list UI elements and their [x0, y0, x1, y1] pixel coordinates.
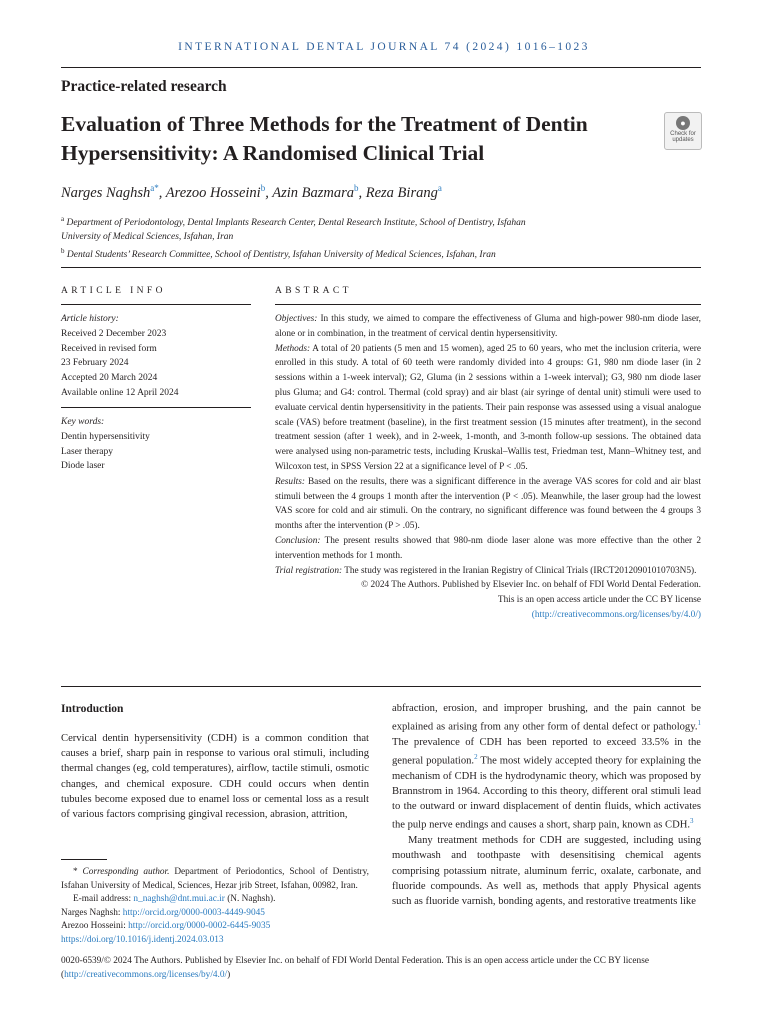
author-sep: ,: [158, 184, 166, 201]
trial-label: Trial registration:: [275, 565, 343, 576]
footnote-rule: [61, 859, 107, 860]
affiliation-text: Dental Students’ Research Committee, School of Dentistry, Isfahan University of Medical Sciences, Isfahan, Iran: [66, 250, 496, 261]
affiliation-a: [61, 212, 621, 262]
email-link[interactable]: n_naghsh@dnt.mui.ac.ir: [133, 894, 225, 905]
author-name[interactable]: Azin Bazmara: [272, 184, 354, 201]
affiliation-mark: b: [61, 247, 65, 256]
footer-close: ): [227, 969, 231, 980]
author-mark[interactable]: a*: [150, 183, 159, 193]
copyright-footer: [61, 955, 701, 982]
article-title: Evaluation of Three Methods for the Treatment of Dentin Hypersensitivity: A Randomised Clinical Trial: [61, 112, 588, 165]
keywords-label: Key words:: [61, 417, 105, 427]
header-rule: [61, 67, 701, 68]
intro-paragraph: Many treatment methods for CDH are suggested, including using mouthwash and toothpaste with desensitising chemical agents comprising potassium nitrate, aluminum ferric, oxalate, carbonate, and fluoride compounds. As well as, methods that apply Physical agents such as fluoride varnish, bonding agents, and restorative treatments like: [392, 835, 701, 908]
conclusion-label: Conclusion:: [275, 535, 321, 546]
check-for-updates-badge[interactable]: [664, 112, 702, 150]
author-name[interactable]: Narges Naghsh: [61, 184, 151, 201]
article-info-rule: [61, 304, 251, 305]
conclusion-text: The present results showed that 980-nm diode laser alone was more effective than the other 2 intervention methods for 1 month.: [275, 535, 702, 561]
citation-ref[interactable]: 2: [474, 753, 478, 762]
orcid-link[interactable]: http://orcid.org/0000-0002-6445-9035: [128, 921, 271, 932]
check-for-updates-icon: ●: [676, 116, 690, 130]
revised-label: Received in revised form: [61, 343, 157, 354]
objectives-text: In this study, we aimed to compare the effectiveness of Gluma and high-power 980-nm diode laser, alone or in combination, in the treatment of cervical dentin hypersensitivity.: [275, 314, 701, 339]
body-rule: [61, 686, 701, 687]
corresponding-text: Department of Periodontics, School of Dentistry, Isfahan University of Medical, Sciences, Hezar jrib Street, Isfahan, 00982, Iran.: [61, 867, 369, 891]
intro-paragraph: Cervical dentin hypersensitivity (CDH) is a common condition that causes a brief, sharp pain in response to various oral stimuli, including thermal changes (eg, cold temperatures), airflow, tactile stimuli, osmotic changes, and chemical exposure. CDH could occurs when dentin tubules become exposed due to enamel loss or cemental loss as a result of various factors comprising gingival recession, abrasion, attrition,: [61, 733, 369, 821]
abstract-heading: ABSTRACT: [275, 286, 352, 296]
trial-text: The study was registered in the Iranian Registry of Clinical Trials (IRCT20120901010703N5).: [344, 565, 697, 576]
license-link[interactable]: (http://creativecommons.org/licenses/by/4.0/): [531, 609, 701, 620]
keyword[interactable]: Dentin hypersensitivity: [61, 431, 150, 442]
abstract-body: [275, 312, 701, 623]
intro-text: The prevalence of CDH has been reported to exceed 33.5% in the general population.: [392, 736, 701, 767]
methods-label: Methods:: [275, 343, 311, 354]
author-name[interactable]: Reza Birang: [365, 184, 438, 201]
keywords: [61, 415, 251, 474]
article-info-heading: ARTICLE INFO: [61, 286, 166, 296]
results-text: Based on the results, there was a significant difference in the average VAS scores for cold and air blast stimuli between the 4 groups 1 month after the intervention (P < .05). Meanwhile, the laser group had the lowest VAS score for cold and air stimuli. On the contrary, no significant difference was found between the 4 groups 3 months after the intervention (P > .05).: [275, 476, 701, 532]
author-list: [61, 183, 442, 202]
intro-text: The most widely accepted theory for explaining the mechanism of CDH is the hydrodynamic theory, which was proposed by Brannstrom in 1964. According to this theory, different oral stimuli lead to the outward or inward displacement of dentin fluids, which activates the pulp nerve endings and causes a short, sharp pain, known as CDH.: [392, 755, 702, 832]
online-date: Available online 12 April 2024: [61, 387, 179, 398]
author-name[interactable]: Arezoo Hosseini: [165, 184, 261, 201]
revised-date: 23 February 2024: [61, 358, 129, 369]
section-label: Practice-related research: [61, 78, 227, 95]
info-divider: [61, 407, 251, 408]
email-owner: (N. Naghsh).: [224, 894, 276, 905]
received-date: Received 2 December 2023: [61, 328, 167, 339]
introduction-heading: Introduction: [61, 703, 124, 715]
corresponding-label: Corresponding author.: [82, 867, 170, 877]
footnote: [61, 866, 369, 948]
intro-left-column: [61, 731, 369, 822]
email-label: E-mail address:: [73, 894, 134, 905]
journal-header: INTERNATIONAL DENTAL JOURNAL 74 (2024) 1016–1023: [178, 41, 590, 53]
keyword[interactable]: Diode laser: [61, 461, 105, 472]
history-label: Article history:: [61, 314, 119, 324]
orcid-label: Arezoo Hosseini:: [61, 921, 129, 932]
citation-ref[interactable]: 1: [697, 719, 701, 728]
badge-line-2: updates: [672, 137, 694, 143]
footer-text: 0020-6539/© 2024 The Authors. Published by Elsevier Inc. on behalf of FDI World Dental Federation. This is an open access article under the CC BY license (: [61, 956, 649, 980]
footer-license-link[interactable]: http://creativecommons.org/licenses/by/4.0/: [64, 969, 228, 980]
author-sep: ,: [265, 184, 273, 201]
orcid-link[interactable]: http://orcid.org/0000-0003-4449-9045: [122, 907, 265, 918]
author-mark[interactable]: b: [354, 183, 359, 193]
author-mark[interactable]: b: [260, 183, 266, 193]
footnote-star: *: [73, 867, 78, 877]
objectives-label: Objectives:: [275, 314, 318, 324]
affiliation-text: University of Medical Sciences, Isfahan, Iran: [61, 232, 234, 243]
copyright-line: © 2024 The Authors. Published by Elsevier Inc. on behalf of FDI World Dental Federation.: [361, 580, 701, 591]
author-sep: ,: [358, 184, 366, 201]
badge-line-1: Check for: [670, 131, 696, 137]
author-mark[interactable]: a: [437, 183, 442, 193]
intro-text: abfraction, erosion, and improper brushing, and the pain cannot be explained as arising from any other form of dental defect or pathology.: [392, 703, 701, 733]
doi-link[interactable]: https://doi.org/10.1016/j.identj.2024.03.013: [61, 934, 224, 945]
methods-text: A total of 20 patients (5 men and 15 women), aged 25 to 60 years, who met the inclusion criteria, were enrolled in this study. A total of 60 teeth were randomly divided into 4 groups: G1, 980 nm diode laser (in 2 sessions within a 1-week interval); G2, Gluma (in 2 sessions within a 1-week interval); G3, 980 nm diode laser plus Gluma; and G4: control. Thermal (cold spray) and air blast (air syringe of dental unit) stimuli were used to evaluate cervical dentin hypersensitivity in the patients. Their pain response was assessed using a visual analogue scale (VAS) before treatment (baseline), in the first treatment session (15 minutes after treatment), in the second treatment session (after 1 week), and in 2-week, 1-month, and 3-month follow-up sessions. The obtained data were analysed using non-parametric tests, including Kruskal–Wallis test, Friedman test, Mann–Whitney test, and Wilcoxon test, in SPSS Version 22 at a significance level of P < .05.: [275, 343, 701, 472]
intro-right-column: [392, 701, 701, 909]
license-line: This is an open access article under the CC BY license: [497, 595, 701, 606]
intro-paragraph: [392, 701, 701, 833]
article-history: [61, 312, 251, 401]
abstract-rule: [275, 304, 701, 305]
affiliation-rule: [61, 267, 701, 268]
citation-ref[interactable]: 3: [690, 817, 694, 826]
results-label: Results:: [275, 476, 305, 487]
affiliation-mark: a: [61, 215, 65, 223]
keyword[interactable]: Laser therapy: [61, 446, 113, 457]
accepted-date: Accepted 20 March 2024: [61, 373, 158, 384]
affiliation-text: Department of Periodontology, Dental Implants Research Center, Dental Research Institute, School of Dentistry, Isfahan: [66, 218, 526, 229]
orcid-label: Narges Naghsh:: [61, 907, 123, 918]
